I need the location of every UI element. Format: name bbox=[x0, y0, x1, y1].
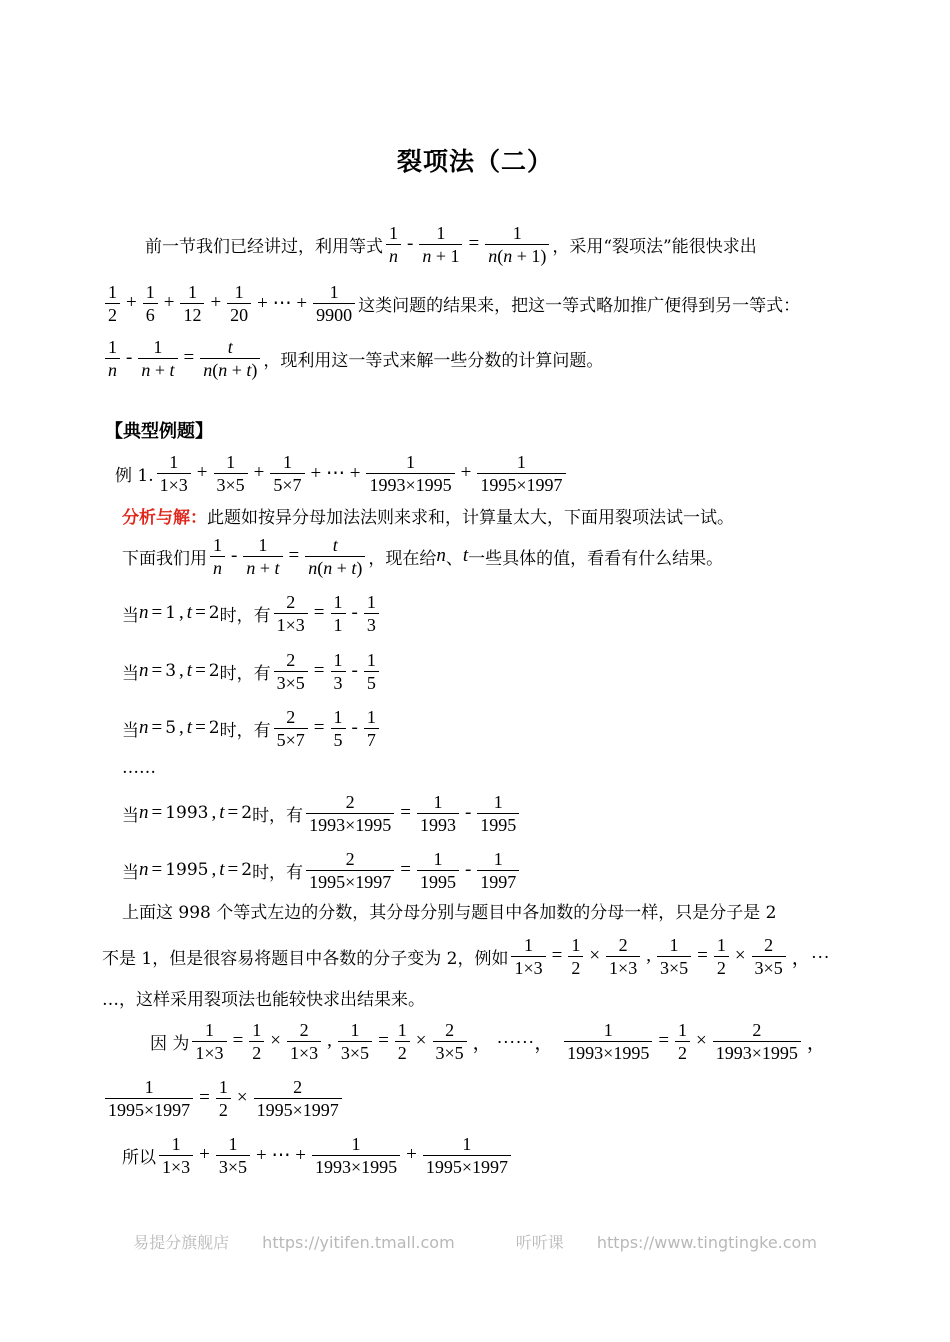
fraction: $\frac{t}{n(n + t)}$ bbox=[305, 534, 365, 579]
fraction: $\frac{1}{1\times 3}$ bbox=[192, 1019, 226, 1064]
fraction: $\frac{2}{1993\times 1995}$ bbox=[306, 791, 394, 836]
intro-line-3: $\frac{1}{n}$ - $\frac{1}{n + t}$ = $\frac{t}{n(n + t)}$ ，现利用这一等式来解一些分数的计算问题。 bbox=[102, 332, 603, 384]
fraction: $\frac{1}{n}$ bbox=[105, 336, 120, 381]
fraction: $\frac{1}{12}$ bbox=[180, 281, 204, 326]
fraction: $\frac{1}{n}$ bbox=[386, 222, 401, 267]
para-998-b: 不是 1，但是很容易将题目中各数的分子变为 2，例如 bbox=[102, 948, 509, 969]
fraction: $\frac{2}{3\times 5}$ bbox=[752, 934, 786, 979]
fraction: $\frac{1}{1\times 3}$ bbox=[157, 451, 191, 496]
because-line: 因 为 $\frac{1}{1\times 3}$ = $\frac{1}{2}$ × $\frac{2}{1\times 3}$ , $\frac{1}{3\times 5}$ = $\frac{1}{2}$ × $\frac{2}{3\times 5}$ ， ⋯⋯， $\frac{1}{1993\times 1995}$ = $\frac{1}{2}$ × $\frac{2}{1993\times 1995}$ ， bbox=[150, 1019, 826, 1063]
fraction: $\frac{1}{1993}$ bbox=[417, 791, 459, 836]
fraction: $\frac{1}{5}$ bbox=[364, 649, 379, 694]
fraction: $\frac{1}{2}$ bbox=[216, 1076, 231, 1121]
fraction: $\frac{1}{3}$ bbox=[364, 591, 379, 636]
intro-text-end: ，采用“裂项法”能很快求出 bbox=[552, 236, 757, 257]
fraction: $\frac{1}{1993\times 1995}$ bbox=[564, 1019, 652, 1064]
para-998-a: 上面这 998 个等式左边的分数，其分母分别与题目中各加数的分母一样，只是分子是 2 bbox=[122, 902, 777, 923]
case-line: 当 n = 5 , t = 2 时，有 $\frac{2}{5\times 7}$ = $\frac{1}{5}$ - $\frac{1}{7}$ bbox=[122, 702, 382, 754]
case-n: 3 bbox=[165, 661, 177, 681]
fraction: $\frac{1}{7}$ bbox=[364, 706, 379, 751]
intro-line-2: $\frac{1}{2}$ + $\frac{1}{6}$ + $\frac{1}{12}$ + $\frac{1}{20}$ + ⋯ + $\frac{1}{9900}$ 这类问题的结果来，把这一等式略加推广便得到另一等式： bbox=[102, 277, 800, 329]
have-text: 时，有 bbox=[252, 862, 304, 883]
fraction: $\frac{1}{2}$ bbox=[714, 934, 729, 979]
fraction: $\frac{1}{n}$ bbox=[210, 534, 225, 579]
case-line: 当 n = 3 , t = 2 时，有 $\frac{2}{3\times 5}$ = $\frac{1}{3}$ - $\frac{1}{5}$ bbox=[122, 645, 382, 697]
fraction: $\frac{1}{n + 1}$ bbox=[419, 222, 462, 267]
fraction: $\frac{1}{2}$ bbox=[675, 1019, 690, 1064]
fraction: $\frac{1}{1995}$ bbox=[477, 791, 519, 836]
example-1: 例 1. $\frac{1}{1\times 3}$ + $\frac{1}{3\times 5}$ + $\frac{1}{5\times 7}$ + ⋯ + $\frac{1}{1993\times 1995}$ + $\frac{1}{1995\times 1997}$ bbox=[115, 447, 569, 499]
footer-watermark bbox=[0, 1230, 950, 1253]
case-t: 2 bbox=[208, 603, 220, 623]
case-line: 当 n = 1 , t = 2 时，有 $\frac{2}{1\times 3}$ = $\frac{1}{1}$ - $\frac{1}{3}$ bbox=[122, 587, 382, 639]
analysis-text: 此题如按异分母加法法则来求和，计算量太大，下面用裂项法试一试。 bbox=[207, 507, 734, 528]
so-line: 所以 $\frac{1}{1\times 3}$ + $\frac{1}{3\times 5}$ + ⋯ + $\frac{1}{1993\times 1995}$ + $\frac{1}{1995\times 1997}$ bbox=[122, 1129, 514, 1181]
footer-link-1[interactable]: https://yitifen.tmall.com bbox=[262, 1233, 455, 1252]
case-t: 2 bbox=[241, 803, 253, 823]
method-text-1: 下面我们用 bbox=[122, 548, 207, 569]
case-t: 2 bbox=[241, 860, 253, 880]
para-998-c: …，这样采用裂项法也能较快求出结果来。 bbox=[102, 989, 425, 1010]
fraction: $\frac{1}{6}$ bbox=[143, 281, 158, 326]
analysis-label: 分析与解： bbox=[122, 507, 207, 528]
method-text-2: ，现在给 bbox=[368, 548, 437, 569]
intro-text-start: 前一节我们已经讲过，利用等式 bbox=[145, 236, 383, 257]
fraction: $\frac{2}{1995\times 1997}$ bbox=[254, 1076, 342, 1121]
para-998-line-1 bbox=[122, 888, 776, 932]
fraction: $\frac{1}{3\times 5}$ bbox=[657, 934, 691, 979]
footer-link-2[interactable]: https://www.tingtingke.com bbox=[596, 1233, 817, 1252]
case-n: 1 bbox=[165, 603, 177, 623]
because-line-2: $\frac{1}{1995\times 1997}$ = $\frac{1}{2}$ × $\frac{2}{1995\times 1997}$ bbox=[102, 1072, 345, 1124]
when-text: 当 bbox=[122, 663, 139, 684]
fraction: $\frac{2}{3\times 5}$ bbox=[433, 1019, 467, 1064]
fraction: $\frac{2}{1995\times 1997}$ bbox=[306, 848, 394, 893]
fraction: $\frac{2}{1\times 3}$ bbox=[287, 1019, 321, 1064]
fraction: $\frac{1}{5\times 7}$ bbox=[270, 451, 304, 496]
fraction: $\frac{1}{3\times 5}$ bbox=[216, 1133, 250, 1178]
case-t: 2 bbox=[208, 718, 220, 738]
para-998-line-3 bbox=[102, 975, 425, 1019]
fraction: $\frac{2}{1993\times 1995}$ bbox=[713, 1019, 801, 1064]
fraction: $\frac{1}{1995\times 1997}$ bbox=[423, 1133, 511, 1178]
case-n: 5 bbox=[165, 718, 177, 738]
fraction: $\frac{1}{3\times 5}$ bbox=[214, 451, 248, 496]
because-text: 因 为 bbox=[150, 1033, 190, 1054]
fraction: $\frac{t}{n(n + t)}$ bbox=[200, 336, 260, 381]
fraction: $\frac{1}{1\times 3}$ bbox=[511, 934, 545, 979]
method-text-3: 一些具体的值，看看有什么结果。 bbox=[468, 548, 724, 569]
when-text: 当 bbox=[122, 605, 139, 626]
fraction: $\frac{1}{2}$ bbox=[105, 281, 120, 326]
intro-line-1: 前一节我们已经讲过，利用等式 $\frac{1}{n}$ - $\frac{1}{n + 1}$ = $\frac{1}{n(n + 1)}$ ，采用“裂项法”能很快求出 bbox=[145, 222, 757, 266]
ellipsis-line bbox=[122, 748, 156, 788]
footer-shop-1: 易提分旗舰店 https://yitifen.tmall.com bbox=[133, 1233, 455, 1252]
fraction: $\frac{1}{3}$ bbox=[331, 649, 346, 694]
method-line: 下面我们用 $\frac{1}{n}$ - $\frac{1}{n + t}$ = $\frac{t}{n(n + t)}$ ，现在给 n 、 t 一些具体的值，看看有什么结果。 bbox=[122, 534, 724, 578]
para-998-line-2: 不是 1，但是很容易将题目中各数的分子变为 2，例如 $\frac{1}{1\times 3}$ = $\frac{1}{2}$ × $\frac{2}{1\times 3}$ , $\frac{1}{3\times 5}$ = $\frac{1}{2}$ × $\frac{2}{3\times 5}$ ，⋯ bbox=[102, 934, 830, 978]
when-text: 当 bbox=[122, 720, 139, 741]
case-t: 2 bbox=[208, 661, 220, 681]
ellipsis: …… bbox=[122, 758, 156, 778]
fraction: $\frac{1}{9900}$ bbox=[313, 281, 355, 326]
case-line: 当 n = 1993 , t = 2 时，有 $\frac{2}{1993\times 1995}$ = $\frac{1}{1993}$ - $\frac{1}{1995}$ bbox=[122, 787, 522, 839]
fraction: $\frac{1}{3\times 5}$ bbox=[338, 1019, 372, 1064]
have-text: 时，有 bbox=[252, 805, 304, 826]
fraction: $\frac{1}{5}$ bbox=[331, 706, 346, 751]
fraction: $\frac{2}{3\times 5}$ bbox=[274, 649, 308, 694]
fraction: $\frac{2}{5\times 7}$ bbox=[274, 706, 308, 751]
fraction: $\frac{1}{1993\times 1995}$ bbox=[366, 451, 454, 496]
when-text: 当 bbox=[122, 805, 139, 826]
fraction: $\frac{1}{1995\times 1997}$ bbox=[477, 451, 565, 496]
fraction: $\frac{1}{n(n + 1)}$ bbox=[485, 222, 549, 267]
case-n: 1995 bbox=[165, 860, 209, 880]
so-text: 所以 bbox=[122, 1147, 156, 1168]
fraction: $\frac{1}{1997}$ bbox=[477, 848, 519, 893]
fraction: $\frac{1}{2}$ bbox=[395, 1019, 410, 1064]
case-line: 当 n = 1995 , t = 2 时，有 $\frac{2}{1995\times 1997}$ = $\frac{1}{1995}$ - $\frac{1}{1997}$ bbox=[122, 844, 522, 896]
fraction: $\frac{1}{20}$ bbox=[227, 281, 251, 326]
fraction: $\frac{2}{1\times 3}$ bbox=[274, 591, 308, 636]
fraction: $\frac{1}{1995\times 1997}$ bbox=[105, 1076, 193, 1121]
footer-shop-2: 听听课 https://www.tingtingke.com bbox=[515, 1233, 817, 1252]
fraction: $\frac{2}{1\times 3}$ bbox=[606, 934, 640, 979]
example-label: 例 1. bbox=[115, 465, 154, 486]
fraction: $\frac{1}{n + t}$ bbox=[138, 336, 177, 381]
page-title: 裂项法（二） bbox=[396, 147, 553, 176]
case-n: 1993 bbox=[165, 803, 209, 823]
fraction: $\frac{1}{n + t}$ bbox=[243, 534, 282, 579]
intro-text-2: 这类问题的结果来，把这一等式略加推广便得到另一等式： bbox=[358, 295, 801, 316]
fraction: $\frac{1}{1}$ bbox=[331, 591, 346, 636]
when-text: 当 bbox=[122, 862, 139, 883]
have-text: 时，有 bbox=[219, 605, 271, 626]
have-text: 时，有 bbox=[219, 663, 271, 684]
fraction: $\frac{1}{1\times 3}$ bbox=[159, 1133, 193, 1178]
have-text: 时，有 bbox=[219, 720, 271, 741]
intro-text-3: ，现利用这一等式来解一些分数的计算问题。 bbox=[263, 350, 604, 371]
section-header: 【典型例题】 bbox=[105, 421, 213, 442]
fraction: $\frac{1}{1995}$ bbox=[417, 848, 459, 893]
fraction: $\frac{1}{2}$ bbox=[568, 934, 583, 979]
fraction: $\frac{1}{1993\times 1995}$ bbox=[312, 1133, 400, 1178]
fraction: $\frac{1}{2}$ bbox=[249, 1019, 264, 1064]
